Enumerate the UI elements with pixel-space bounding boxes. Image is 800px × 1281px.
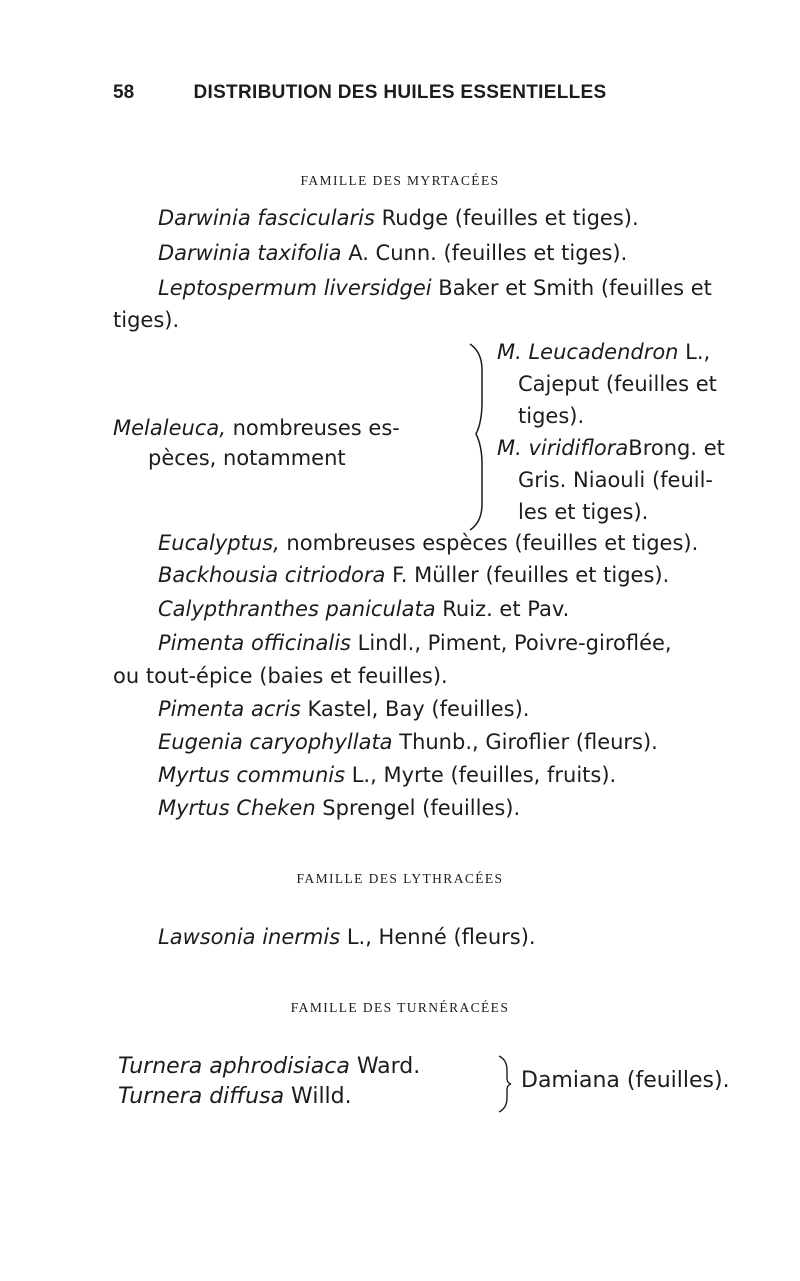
species-name: M. viridiflora	[497, 436, 629, 460]
species-name: Turnera diffusa	[118, 1084, 285, 1109]
entry-text: nombreuses es-	[225, 416, 400, 440]
species-name: Myrtus communis	[158, 763, 346, 787]
species-name: Eucalyptus,	[158, 531, 280, 555]
entry-text: tiges).	[113, 308, 180, 332]
species-name: Darwinia fascicularis	[158, 206, 375, 230]
species-name: Pimenta officinalis	[158, 631, 351, 655]
turnera-line2	[118, 1082, 352, 1112]
entry-text: F. Müller (feuilles et tiges).	[385, 563, 670, 587]
entry-line	[113, 661, 448, 691]
entry-line	[158, 203, 639, 233]
melaleuca-right-line4	[497, 433, 725, 463]
entry-text: Lindl., Piment, Poivre-giroflée,	[350, 631, 672, 655]
entry-line	[158, 727, 658, 757]
entry-text: Ruiz. et Pav.	[435, 597, 570, 621]
species-name: Leptospermum liversidgei	[158, 276, 432, 300]
family-heading-lythracees: FAMILLE DES LYTHRACÉES	[296, 871, 504, 886]
species-name: Turnera aphrodisiaca	[118, 1054, 350, 1079]
entry-text: Willd.	[284, 1084, 352, 1109]
species-name: Melaleuca,	[113, 416, 226, 440]
entry-text: Sprengel (feuilles).	[315, 796, 521, 820]
melaleuca-right-line6: les et tiges).	[518, 500, 649, 524]
page-number: 58	[113, 82, 135, 103]
entry-text: Rudge (feuilles et tiges).	[374, 206, 639, 230]
family-heading-turneracees: FAMILLE DES TURNÉRACÉES	[290, 1000, 510, 1015]
melaleuca-right-line1	[497, 337, 710, 367]
entry-text: Kastel, Bay (feuilles).	[300, 697, 530, 721]
species-name: Myrtus Cheken	[158, 796, 316, 820]
turnera-common-name: Damiana (feuilles).	[521, 1068, 730, 1093]
melaleuca-right-line2: Cajeput (feuilles et	[518, 372, 717, 396]
entry-text: Thunb., Giroflier (fleurs).	[392, 730, 658, 754]
entry-text: A. Cunn. (feuilles et tiges).	[341, 241, 628, 265]
family-heading-myrtacees: FAMILLE DES MYRTACÉES	[300, 173, 500, 188]
entry-text: Baker et Smith (feuilles et	[431, 276, 712, 300]
right-brace-icon	[496, 1054, 514, 1114]
right-brace-icon	[468, 342, 492, 532]
turnera-line1	[118, 1052, 420, 1082]
species-name: Backhousia citriodora	[158, 563, 386, 587]
melaleuca-right-line5: Gris. Niaouli (feuil-	[518, 468, 714, 492]
entry-line	[158, 528, 698, 558]
entry-line	[158, 922, 536, 952]
entry-line	[158, 628, 672, 658]
entry-line	[158, 793, 520, 823]
melaleuca-right-line3: tiges).	[518, 404, 585, 428]
entry-line	[158, 594, 569, 624]
entry-line	[158, 694, 529, 724]
entry-line	[158, 560, 669, 590]
entry-line	[158, 760, 616, 790]
melaleuca-left-line2: pèces, notamment	[148, 446, 346, 470]
species-name: M. Leucadendron	[497, 340, 679, 364]
entry-line	[158, 273, 712, 303]
melaleuca-left-line1	[113, 413, 400, 443]
entry-text: nombreuses espèces (feuilles et tiges).	[279, 531, 699, 555]
running-title: DISTRIBUTION DES HUILES ESSENTIELLES	[193, 82, 607, 103]
entry-text: Ward.	[349, 1054, 421, 1079]
species-name: Darwinia taxifolia	[158, 241, 342, 265]
entry-text: Brong. et	[628, 436, 725, 460]
species-name: Eugenia caryophyllata	[158, 730, 393, 754]
species-name: Lawsonia inermis	[158, 925, 341, 949]
entry-text: L.,	[678, 340, 711, 364]
entry-line	[158, 238, 627, 268]
page-header	[0, 82, 800, 112]
entry-text: L., Myrte (feuilles, fruits).	[345, 763, 617, 787]
entry-text: L., Henné (fleurs).	[340, 925, 536, 949]
entry-text: ou tout-épice (baies et feuilles).	[113, 664, 448, 688]
species-name: Pimenta acris	[158, 697, 301, 721]
species-name: Calypthranthes paniculata	[158, 597, 436, 621]
entry-line	[113, 305, 179, 335]
